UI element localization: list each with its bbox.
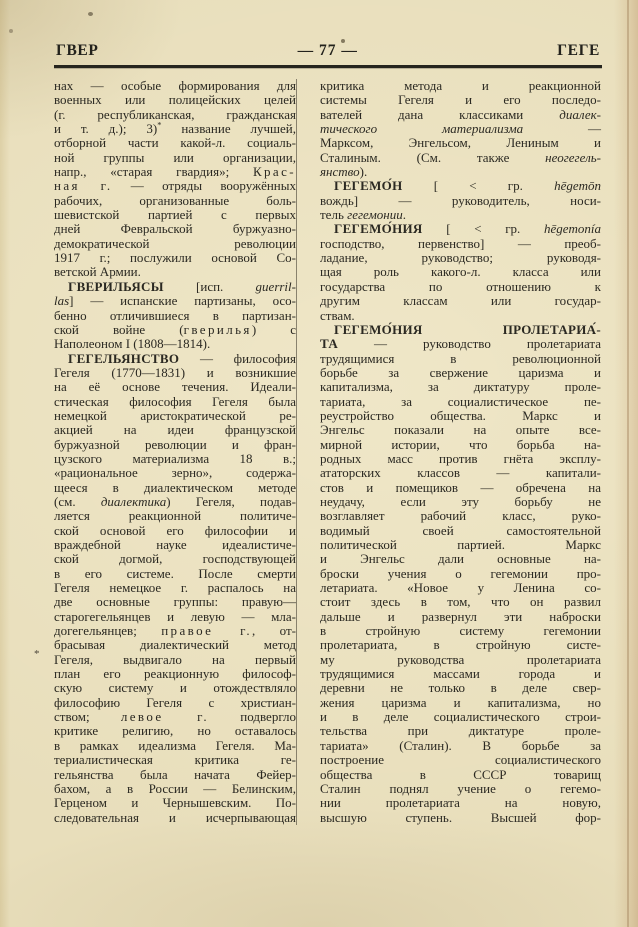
text-line: Сталин поднял учение о гегемо- [320,780,601,796]
text-line: тель гегемонии. [320,207,406,223]
text-line: бенно отличившиеся в партизан- [54,307,296,323]
text-line: стов и помещиков — обречена на [320,479,601,495]
text-line: бахом, а в России — Белинским, [54,780,296,796]
text-line: вождь] — руководитель, носи- [320,192,601,208]
text-line: системы Гегеля и его последо- [320,92,601,108]
text-line: и Энгельс дали основные на- [320,551,601,567]
page-content [54,42,602,825]
text-line: Энгельс показали на опыте все- [320,422,601,438]
text-line: деревни не только в деле свер- [320,680,601,696]
text-line: стоит здесь в том, что он развил [320,594,601,610]
text-line: трудящимися массами города и [320,666,601,682]
text-line: политической партией. Маркс [320,537,601,552]
text-line: мирной истории, что борьба на- [320,436,601,452]
right-column [296,79,601,825]
text-line: дней Февральской буржуазно- [54,221,296,237]
text-line: летариата. «Новое у Ленина со- [320,580,601,596]
text-line: и в деле социалистического строи- [320,709,601,725]
text-line: трудящимися в революционной [320,350,601,366]
text-line: господство, первенство] — преоб- [320,235,601,251]
text-line: щая роль какого-л. класса или [320,264,601,280]
text-line: напр., «старая гвардия»; Крас- [54,164,296,180]
text-line: ГЕГЕМО́НИЯ ПРОЛЕТАРИА́- [334,321,601,337]
text-line: старогегельянцев и левую — мла- [54,608,296,624]
text-line: янство). [320,164,368,180]
text-line: построение социалистического [320,752,601,768]
text-line: нии пролетариата на новую, [320,795,601,811]
text-line: Гегеля немецкое г. распалось на [54,580,296,596]
left-column [54,79,296,825]
text-line: критика метода и реакционной [320,78,601,93]
text-line: ствам. [320,307,355,323]
text-line: las] — испанские партизаны, осо- [54,293,296,309]
text-line: реустройство общества. Маркс и [320,407,601,423]
page-edge-shadow [627,0,629,927]
text-line: в стройную систему гегемонии [320,623,601,639]
text-line: ная г. — отряды вооружённых [54,178,296,194]
text-line: Наполеоном I (1808—1814). [54,336,211,352]
text-line: Гегеля, выдвигало на первый [54,651,296,667]
text-line: в его системе. После смерти [54,565,296,581]
text-line: возглавляет рабочий класс, руко- [320,508,601,524]
text-line: родных масс против гнёта эксплу- [320,450,601,466]
text-line: щееся в диалектическом методе [54,479,296,495]
text-line: капитализма, за диктатуру проле- [320,379,601,395]
text-line: неудачу, если эту борьбу не [320,493,601,509]
text-line: немецкой аристократической ре- [54,407,296,423]
dust-speck [88,12,93,16]
text-line: враждебной науке идеалистиче- [54,537,296,552]
text-line: гельянства была начата Фейер- [54,766,296,782]
text-line: «рациональное зерно», содержа- [54,465,296,481]
text-line: государства по отношению к [320,278,601,294]
text-line: акцией на идеи французской [54,422,296,438]
text-line: ляется реакционной политиче- [54,508,296,524]
text-line: рабочих, организованные боль- [54,192,296,208]
text-line: следовательная и исчерпывающая [54,809,296,825]
text-line: ататорских классов — капитали- [320,465,601,481]
text-line: отборной части какой-л. социаль- [54,135,296,151]
text-line: тельства при диктатуре проле- [320,723,601,739]
dust-speck [9,29,13,33]
text-line: териалистическая критика ге- [54,752,296,768]
text-line: ской войне (гверилья) с [54,321,296,337]
running-head [54,42,602,60]
text-line: борьбе за свержение царизма и [320,364,601,380]
text-line: ной группы или организации, [54,149,296,165]
text-line: план его реакционную философ- [54,666,296,682]
text-line: му руководства пролетариата [320,651,601,667]
text-line: нах — особые формирования для [54,78,296,93]
text-line: ТА — руководство пролетариата [320,336,601,352]
text-line: жения царизма и капитализма, но [320,694,601,710]
text-line: 1917 г.; послужили основой Со- [54,250,296,266]
text-line: ГЕГЕМО́НИЯ [ < гр. hēgemonía [334,221,601,237]
margin-footnote-mark: * [34,648,40,660]
text-line: буржуазной революции и фран- [54,436,296,452]
text-line: критике религию, но оставалось [54,723,296,739]
text-line: другим классам или государ- [320,293,601,309]
text-line: и т. д.); 3)* название лучшей, [54,119,297,137]
text-line: скую систему и отождествляло [54,680,296,696]
text-line: на её основе течения. Идеали- [54,379,296,395]
text-line: (г. республиканская, гражданская [54,106,296,122]
text-line: ской основой его философии и [54,522,296,538]
text-line: ством; левое г. подвергло [54,709,296,725]
text-line: дальше и развернул эти наброски [320,608,601,624]
text-columns [54,79,602,825]
text-line: Гегеля (1770—1831) и возникшие [54,364,296,380]
header-left-word: ГВЕР [56,42,99,59]
text-line: тического материализма — [320,121,601,137]
text-line: две основные группы: правую— [54,594,296,610]
text-line: цузского материализма 18 в.; [54,450,296,466]
text-line: брасывая диалектический метод [54,637,296,653]
text-line: ГЕГЕЛЬЯНСТВО — философия [68,350,296,366]
text-line: шевистской партией с первых [54,207,296,223]
text-line: ской догмой, господствующей [54,551,296,567]
header-rule [54,65,602,68]
text-line: ГВЕРИЛЬЯСЫ [исп. guerril- [68,278,296,294]
text-line: ветской Армии. [54,264,141,280]
text-line: пролетариата, в стройную систе- [320,637,601,653]
text-line: философию Гегеля с христиан- [54,694,296,710]
header-right-word: ГЕГЕ [557,42,600,59]
text-line: (см. диалектика) Гегеля, подав- [54,493,296,509]
text-line: тариата, за социалистическое пе- [320,393,601,409]
text-line: вателей дана классиками диалек- [320,106,601,122]
text-line: Герценом и Чернышевским. По- [54,795,296,811]
text-line: ГЕГЕМО́Н [ < гр. hēgemōn [334,178,601,194]
text-line: общества в СССР товарищ [320,766,601,782]
page-number: — 77 — [297,42,358,59]
text-line: ладание, руководство; руководя- [320,250,601,266]
text-line: в рамках идеализма Гегеля. Ма- [54,737,296,753]
text-line: Сталиным. (См. также неогегель- [320,149,601,165]
text-line: тариата» (Сталин). В борьбе за [320,737,601,753]
text-line: Марксом, Энгельсом, Лениным и [320,135,601,151]
text-line: стическая философия Гегеля была [54,393,296,409]
text-line: высшую ступень. Высшей фор- [320,809,601,825]
text-line: догегельянцев; правое г., от- [54,623,296,639]
text-line: броски учения о гегемонии про- [320,565,601,581]
text-line: водимый своей самостоятельной [320,522,601,538]
text-line: демократической революции [54,235,296,251]
text-line: военных или полицейских целей [54,92,296,108]
